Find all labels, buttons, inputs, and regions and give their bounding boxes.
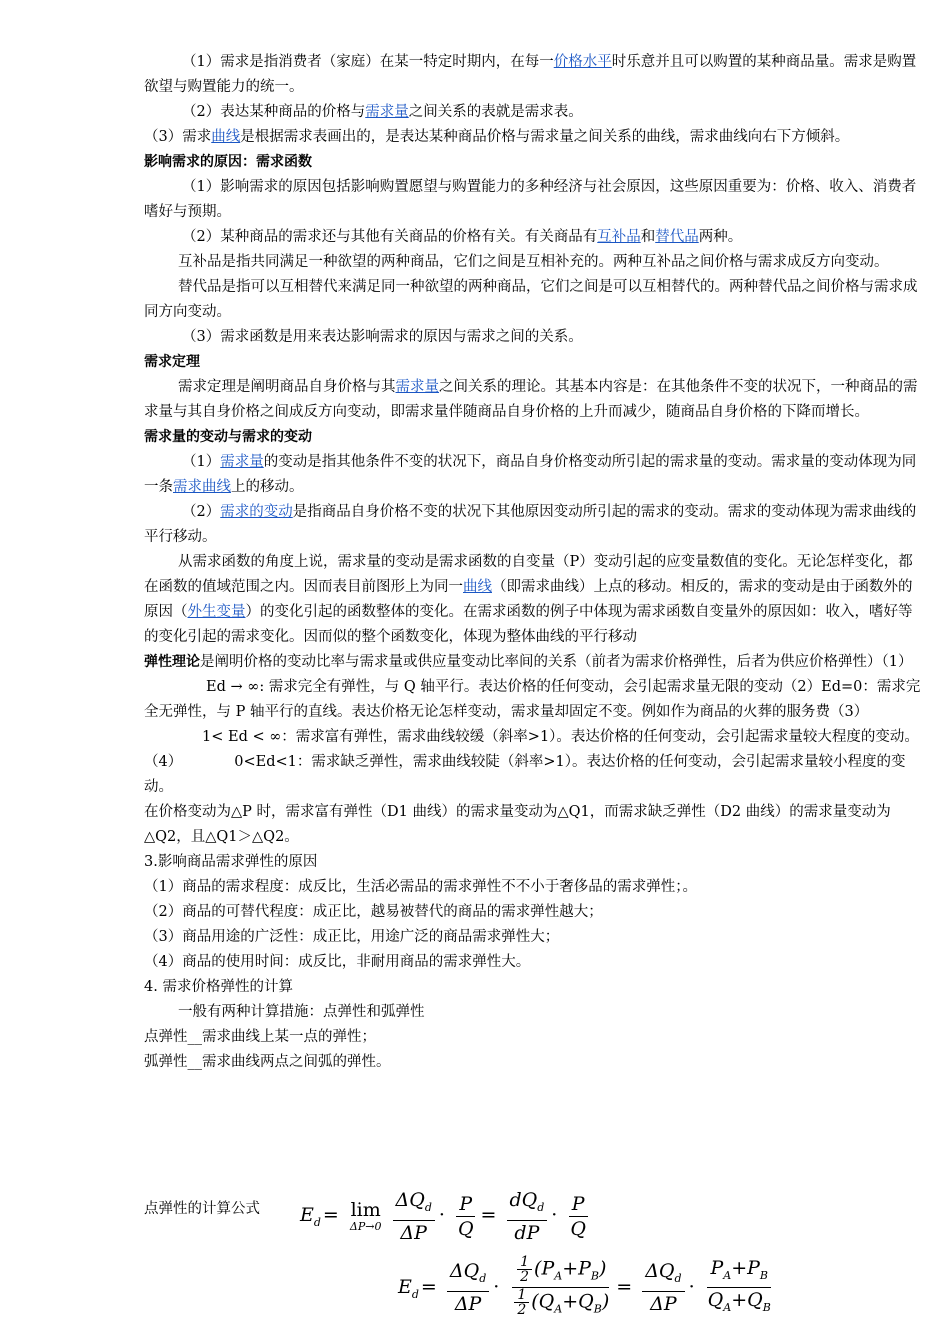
heading-demand-factors: 影响需求的原因：需求函数 [144,154,312,170]
link-demand-curve[interactable]: 需求曲线 [173,479,231,495]
link-curve[interactable]: 曲线 [211,129,241,145]
paragraph-point-elasticity: 点弹性__需求曲线上某一点的弹性； [144,1029,376,1045]
paragraph-section-4: 4. 需求价格弹性的计算 [144,979,293,995]
paragraph-change-demand: （2）需求的变动是指商品自身价格不变的状况下其他原因变动所引起的需求的变动。需求的变动体现为需求曲线的平行移动。 [144,504,917,545]
link-quantity-demanded-2[interactable]: 需求量 [395,379,439,395]
paragraph-demand-table: （2）表达某种商品的价格与需求量之间关系的表就是需求表。 [182,104,583,120]
paragraph-function-view: 从需求函数的角度上说，需求量的变动是需求函数的自变量（P）变动引起的应变量数值的变化。无论怎样变化，都在函数的值域范围之内。因而表目前图形上为同一曲线（即需求曲线）上点的移动。相反的，需求的变动是由于函数外的原因（外生变量）的变化引起的函数整体的变化。在需求函数的例子中体现为需求函数自变量外的原因如：收入，嗜好等的变化引起的需求变化。因而似的整个函数变化，体现为整体曲线的平行移动 [144,554,913,645]
link-substitutes[interactable]: 替代品 [655,229,699,245]
point-formula-label: 点弹性的计算公式 [144,1201,260,1217]
paragraph-related-goods: （2）某种商品的需求还与其他有关商品的价格有关。有关商品有互补品和替代品两种。 [182,229,743,245]
link-curve-2[interactable]: 曲线 [463,579,492,595]
list-item: （1）商品的需求程度：成反比，生活必需品的需求弹性不不小于奢侈品的需求弹性；。 [144,879,697,895]
document-body [144,50,926,1075]
paragraph-section-3: 3.影响商品需求弹性的原因 [144,854,318,870]
list-item: （2）商品的可替代程度：成正比，越易被替代的商品的需求弹性越大； [144,904,603,920]
heading-law-of-demand: 需求定理 [144,354,200,370]
paragraph-arc-elasticity: 弧弹性__需求曲线两点之间弧的弹性。 [144,1054,391,1070]
link-complements[interactable]: 互补品 [597,229,641,245]
link-price-level[interactable]: 价格水平 [553,54,612,70]
heading-changes: 需求量的变动与需求的变动 [144,429,312,445]
link-quantity-demanded-3[interactable]: 需求量 [220,454,264,470]
paragraph-complements: 互补品是指共同满足一种欲望的两种商品，它们之间是互相补充的。两种互补品之间价格与需求成反方向变动。 [178,254,889,270]
paragraph-elasticity-theory: 弹性理论是阐明价格的变动比率与需求量或供应量变动比率间的关系（前者为需求价格弹性，后者为供应价格弹性）（1）Ed → ∞: 需求完全有弹性，与 Q 轴平行。表达价格的任何变动，会引起需求量无限的变动（2）Ed=0：需求完全无弹性，与 P 轴平行的直线。表达价格无论怎样变动，需求量却固定不变。例如作为商品的火葬的服务费（3）1< Ed < ∞：需求富有弹性，需求曲线较缓（斜率>1）。表达价格的任何变动，会引起需求量较大程度的变动。（4） 0<Ed<1：需求缺乏弹性，需求曲线较陡（斜率>1）。表达价格的任何变动，会引起需求量较小程度的变动。 [144,654,921,795]
paragraph-demand-definition: （1）需求是指消费者（家庭）在某一特定时期内，在每一价格水平时乐意并且可以购置的某种商品量。需求是购置欲望与购置能力的统一。 [144,54,917,95]
arc-elasticity-formula: $E_d$ = $\frac{\Delta Q_d}{\Delta P}$ · $\frac{1}{2}$ $(P_A+P_B)$ $\frac{1}{2}$ $(Q_A+Q_B)$ = $\frac{\Delta Q_d}{\Delta P}$ · $\frac{P_A+P_B}{Q_A+Q_B}$ [398,1254,771,1319]
point-elasticity-formula: $E_d$ = lim ΔP→0 $\frac{\Delta Q_d}{\Delta P}$ · $\frac{P}{Q}$ = $\frac{dQ_d}{dP}$ · $\frac{P}{Q}$ [300,1189,586,1244]
list-item: （3）商品用途的广泛性：成正比，用途广泛的商品需求弹性大； [144,929,560,945]
list-item: （4）商品的使用时间：成反比，非耐用商品的需求弹性大。 [144,954,531,970]
paragraph-demand-curve: （3）需求曲线是根据需求表画出的，是表达某种商品价格与需求量之间关系的曲线，需求曲线向右下方倾斜。 [144,129,850,145]
paragraph-substitutes: 替代品是指可以互相替代来满足同一种欲望的两种商品，它们之间是可以互相替代的。两种替代品之间价格与需求成同方向变动。 [144,279,918,320]
paragraph-price-change: 在价格变动为△P 时，需求富有弹性（D1 曲线）的需求量变动为△Q1，而需求缺乏弹性（D2 曲线）的需求量变动为△Q2，且△Q1＞△Q2。 [144,804,891,845]
link-exogenous-variable[interactable]: 外生变量 [187,604,246,620]
paragraph-factors: （1）影响需求的原因包括影响购置愿望与购置能力的多种经济与社会原因，这些原因重要为：价格、收入、消费者嗜好与预期。 [144,179,917,220]
paragraph-law-of-demand: 需求定理是阐明商品自身价格与其需求量之间关系的理论。其基本内容是：在其他条件不变的状况下，一种商品的需求量与其自身价格之间成反方向变动，即需求量伴随商品自身价格的上升而减少，随商品自身价格的下降而增长。 [144,379,918,420]
paragraph-demand-function: （3）需求函数是用来表达影响需求的原因与需求之间的关系。 [182,329,583,345]
link-change-of-demand[interactable]: 需求的变动 [220,504,293,520]
paragraph-two-methods: 一般有两种计算措施：点弹性和弧弹性 [178,1004,425,1020]
link-quantity-demanded[interactable]: 需求量 [365,104,409,120]
paragraph-change-quantity: （1）需求量的变动是指其他条件不变的状况下，商品自身价格变动所引起的需求量的变动。需求量的变动体现为同一条需求曲线上的移动。 [144,454,917,495]
